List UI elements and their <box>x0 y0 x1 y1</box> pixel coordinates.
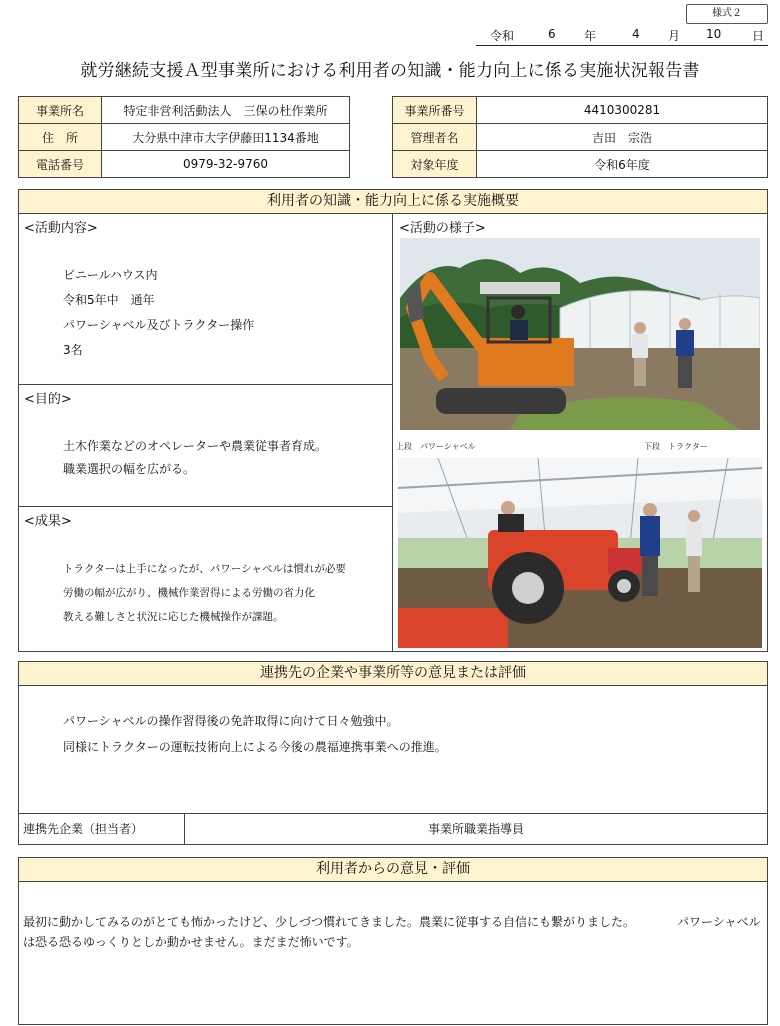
activity-scene-column <box>394 214 768 651</box>
partner-heading: 連携先の企業や事業所等の意見または評価 <box>19 662 767 686</box>
address-value: 大分県中津市大字伊藤田1134番地 <box>102 124 350 151</box>
activity-line: 令和5年中 通年 <box>63 293 155 307</box>
partner-comment-body <box>19 686 767 814</box>
user-feedback-text: 最初に動かしてみるのがとても怖かったけど、少しづつ慣れてきました。農業に従事する自信にも繋がりました。 パワーシャベルは恐る恐るゆっくりとしか動かせません。まだまだ怖いです。 <box>23 915 761 949</box>
office-name-value: 特定非営利活動法人 三保の杜作業所 <box>102 97 350 124</box>
photo-caption-bottom: 下段 トラクター <box>644 442 708 451</box>
date-year-unit: 年 <box>584 29 597 43</box>
phone-value: 0979-32-9760 <box>102 151 350 178</box>
office-info-table <box>18 96 350 178</box>
activity-line: パワーシャベル及びトラクター操作 <box>63 318 255 332</box>
info-row-fiscal-year <box>393 151 768 178</box>
purpose-cell <box>19 385 392 507</box>
info-label: 事業所番号 <box>393 97 477 124</box>
purpose-line: 土木作業などのオペレーターや農業従事者育成。 <box>63 439 328 453</box>
purpose-heading: <目的> <box>24 392 72 407</box>
partner-contact-row <box>19 814 767 844</box>
document-title: 就労継続支援Ａ型事業所における利用者の知識・能力向上に係る実施状況報告書 <box>80 61 700 81</box>
scene-heading: <活動の様子> <box>399 221 486 236</box>
date-month-unit: 月 <box>668 29 681 43</box>
partner-evaluation-section <box>18 661 768 845</box>
date-month: 4 <box>632 27 640 41</box>
user-feedback-section <box>18 857 768 1025</box>
report-date <box>476 24 768 46</box>
activity-heading: <活動内容> <box>24 221 98 236</box>
info-row-address <box>19 124 350 151</box>
date-year: 6 <box>548 27 556 41</box>
partner-comment-line: パワーシャベルの操作習得後の免許取得に向けて日々勉強中。 <box>63 714 399 728</box>
results-line: トラクターは上手になったが、パワーシャベルは慣れが必要 <box>63 563 346 575</box>
users-heading: 利用者からの意見・評価 <box>19 858 767 882</box>
excavator-photo <box>400 238 760 430</box>
info-label: 管理者名 <box>393 124 477 151</box>
overview-section <box>18 189 768 652</box>
info-label: 事業所名 <box>19 97 102 124</box>
partner-contact-label: 連携先企業（担当者） <box>19 814 185 844</box>
info-row-phone <box>19 151 350 178</box>
results-line: 教える難しさと状況に応じた機械操作が課題。 <box>63 611 284 623</box>
form-number-tag: 様式２ <box>686 4 768 24</box>
activity-content-cell <box>19 214 392 385</box>
partner-contact-value: 事業所職業指導員 <box>427 822 524 836</box>
partner-comment-line: 同様にトラクターの運転技術向上による今後の農福連携事業への推進。 <box>63 740 447 754</box>
info-row-manager <box>393 124 768 151</box>
results-cell <box>19 507 392 651</box>
photo-caption-top: 上段 パワーシャベル <box>396 442 476 451</box>
overview-left-column <box>19 214 393 651</box>
results-line: 労働の幅が広がり、機械作業習得による労働の省力化 <box>63 587 315 599</box>
activity-line: ビニールハウス内 <box>63 268 158 282</box>
manager-value: 吉田 宗浩 <box>477 124 768 151</box>
office-number-value: 4410300281 <box>477 97 768 124</box>
excavator-illustration <box>400 238 760 430</box>
date-day: 10 <box>706 27 722 41</box>
overview-heading: 利用者の知識・能力向上に係る実施概要 <box>19 190 767 214</box>
info-row-office-name <box>19 97 350 124</box>
fiscal-year-value: 令和6年度 <box>477 151 768 178</box>
date-era: 令和 <box>490 29 515 43</box>
activity-line: 3名 <box>63 343 83 357</box>
office-id-table <box>392 96 768 178</box>
results-heading: <成果> <box>24 514 72 529</box>
info-label: 対象年度 <box>393 151 477 178</box>
info-label: 住 所 <box>19 124 102 151</box>
purpose-line: 職業選択の幅を広がる。 <box>63 462 196 476</box>
tractor-photo <box>398 458 762 648</box>
date-day-unit: 日 <box>752 29 765 43</box>
info-label: 電話番号 <box>19 151 102 178</box>
tractor-illustration <box>398 458 762 648</box>
info-row-office-number <box>393 97 768 124</box>
